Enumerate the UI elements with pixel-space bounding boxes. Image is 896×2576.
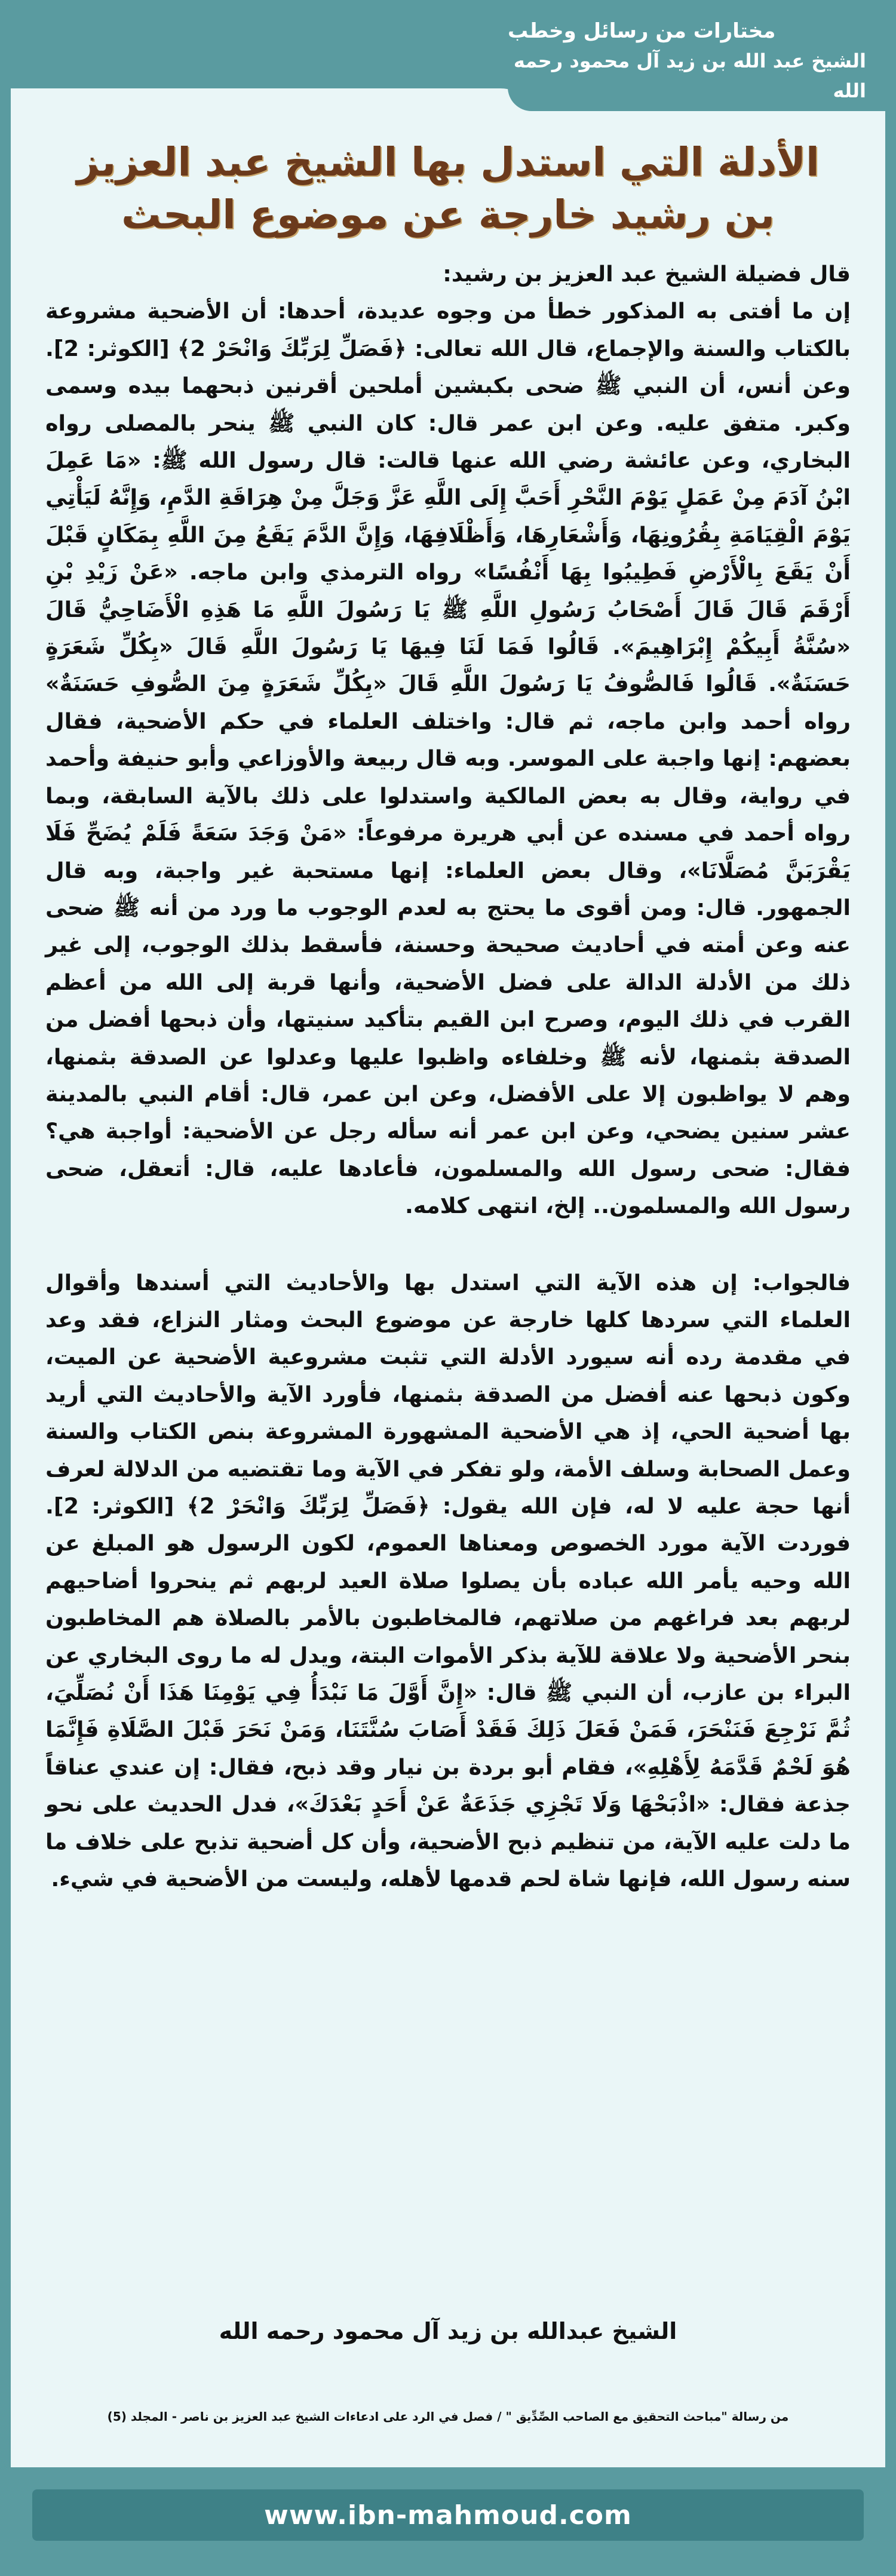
paragraph-gap xyxy=(45,1225,851,1264)
header-author: الشيخ عبد الله بن زيد آل محمود رحمه الله xyxy=(513,50,866,102)
source-footnote: من رسالة "مباحث التحقيق مع الصاحب الصِّدِّيق " / فصل في الرد على ادعاءات الشيخ عبد العزيز بن ناصر - المجلد (5) xyxy=(107,2409,789,2424)
page-frame xyxy=(11,11,885,2565)
paragraph-answer: فالجواب: إن هذه الآية التي استدل بها والأحاديث التي أسندها وأقوال العلماء التي سردها كلها خارجة عن موضوع البحث ومثار النزاع، فقد وعد في مقدمة رده أنه سيورد الأدلة التي تثبت مشروعية الأضحية عن الميت، وكون ذبحها عنه أفضل من الصدقة بثمنها، فأورد الآية والأحاديث التي أريد بها أضحية الحي، إذ هي الأضحية المشهورة المشروعة بنص الكتاب والسنة وعمل الصحابة وسلف الأمة، ولو تفكر في الآية وما تقتضيه من الدلالة لعرف أنها حجة عليه لا له، فإن الله يقول: ﴿فَصَلِّ لِرَبِّكَ وَانْحَرْ 2﴾ [الكوثر: 2]. فوردت الآية مورد الخصوص ومعناها العموم، لكون الرسول هو المبلغ عن الله وحيه يأمر الله عباده بأن يصلوا صلاة العيد لربهم ثم ينحروا أضاحيهم لربهم بعد فراغهم من صلاتهم، فالمخاطبون بالأمر بالصلاة هم المخاطبون بنحر الأضحية ولا علاقة للآية بذكر الأموات البتة، ويدل له ما روى البخاري عن البراء بن عازب، أن النبي ﷺ قال: «إِنَّ أَوَّلَ مَا نَبْدَأُ فِي يَوْمِنَا هَذَا أَنْ نُصَلِّيَ، ثُمَّ نَرْجِعَ فَنَنْحَرَ، فَمَنْ فَعَلَ ذَلِكَ فَقَدْ أَصَابَ سُنَّتَنَا، وَمَنْ نَحَرَ قَبْلَ الصَّلَاةِ فَإِنَّمَا هُوَ لَحْمٌ قَدَّمَهُ لِأَهْلِهِ»، فقام أبو بردة بن نيار وقد ذبح، فقال: إن عندي عناقاً جذعة فقال: «اذْبَحْهَا وَلَا تَجْزِي جَذَعَةٌ عَنْ أَحَدٍ بَعْدَكَ»، فدل الحديث على نحو ما دلت عليه الآية، من تنظيم ذبح الأضحية، وأن كل أضحية تذبح على خلاف ما سنه رسول الله، فإنها شاة لحم قدمها لأهله، وليست من الأضحية في شيء. xyxy=(45,1269,851,1892)
header-series-title: مختارات من رسائل وخطب xyxy=(508,19,776,43)
author-signature: الشيخ عبدالله بن زيد آل محمود رحمه الله xyxy=(219,2318,677,2344)
paragraph-intro: قال فضيلة الشيخ عبد العزيز بن رشيد: xyxy=(443,261,851,287)
footer-bar xyxy=(32,2489,864,2541)
header-curve xyxy=(11,88,536,124)
header xyxy=(508,11,866,111)
article-title: الأدلة التي استدل بها الشيخ عبد العزيز بن رشيد خارجة عن موضوع البحث xyxy=(76,139,820,238)
article-body xyxy=(45,256,851,1898)
paragraph-quote: إن ما أفتى به المذكور خطأ من وجوه عديدة، أحدها: أن الأضحية مشروعة بالكتاب والسنة والإجماع، قال الله تعالى: ﴿فَصَلِّ لِرَبِّكَ وَانْحَرْ 2﴾ [الكوثر: 2]. وعن أنس، أن النبي ﷺ ضحى بكبشين أملحين أقرنين ذبحهما بيده وسمى وكبر. متفق عليه. وعن ابن عمر قال: كان النبي ﷺ ينحر بالمصلى رواه البخاري، وعن عائشة رضي الله عنها قالت: قال رسول الله ﷺ: «مَا عَمِلَ ابْنُ آدَمَ مِنْ عَمَلٍ يَوْمَ النَّحْرِ أَحَبَّ إِلَى اللَّهِ عَزَّ وَجَلَّ مِنْ هِرَاقَةِ الدَّمِ، وَإِنَّهُ لَيَأْتِي يَوْمَ الْقِيَامَةِ بِقُرُونِهَا، وَأَشْعَارِهَا، وَأَظْلَافِهَا، وَإِنَّ الدَّمَ يَقَعُ مِنَ اللَّهِ بِمَكَانٍ قَبْلَ أَنْ يَقَعَ بِالْأَرْضِ فَطِيبُوا بِهَا أَنْفُسًا» رواه الترمذي وابن ماجه. «عَنْ زَيْدِ بْنِ أَرْقَمَ قَالَ قَالَ أَصْحَابُ رَسُولِ اللَّهِ ﷺ يَا رَسُولَ اللَّهِ مَا هَذِهِ الْأَضَاحِيُّ قَالَ «سُنَّةُ أَبِيكُمْ إِبْرَاهِيمَ». قَالُوا فَمَا لَنَا فِيهَا يَا رَسُولَ اللَّهِ قَالَ «بِكُلِّ شَعَرَةٍ حَسَنَةٌ». قَالُوا فَالصُّوفُ يَا رَسُولَ اللَّهِ قَالَ «بِكُلِّ شَعَرَةٍ مِنَ الصُّوفِ حَسَنَةٌ» رواه أحمد وابن ماجه، ثم قال: واختلف العلماء في حكم الأضحية، فقال بعضهم: إنها واجبة على الموسر. وبه قال ربيعة والأوزاعي وأبو حنيفة وأحمد في رواية، وقال به بعض المالكية واستدلوا على ذلك بالآية السابقة، وبما رواه أحمد في مسنده عن أبي هريرة مرفوعاً: «مَنْ وَجَدَ سَعَةً فَلَمْ يُضَحِّ فَلَا يَقْرَبَنَّ مُصَلَّانَا»، وقال بعض العلماء: إنها مستحبة غير واجبة، وبه قال الجمهور. قال: ومن أقوى ما يحتج به لعدم الوجوب ما ورد من أنه ﷺ ضحى عنه وعن أمته في أحاديث صحيحة وحسنة، فأسقط بذلك الوجوب، إلى غير ذلك من الأدلة الدالة على فضل الأضحية، وأنها قربة إلى الله من أعظم القرب في ذلك اليوم، وصرح ابن القيم بتأكيد سنيتها، وأن ذبحها أفضل من الصدقة بثمنها، لأنه ﷺ وخلفاءه واظبوا عليها وعدلوا عن الصدقة بثمنها، وهم لا يواظبون إلا على الأفضل، وعن ابن عمر، قال: أقام النبي بالمدينة عشر سنين يضحي، وعن ابن عمر أنه سأله رجل عن الأضحية: أواجبة هي؟ فقال: ضحى رسول الله والمسلمون، فأعادها عليه، قال: أتعقل، ضحى رسول الله والمسلمون.. إلخ، انتهى كلامه. xyxy=(45,298,851,1219)
website-link[interactable]: www.ibn-mahmoud.com xyxy=(264,2500,632,2531)
